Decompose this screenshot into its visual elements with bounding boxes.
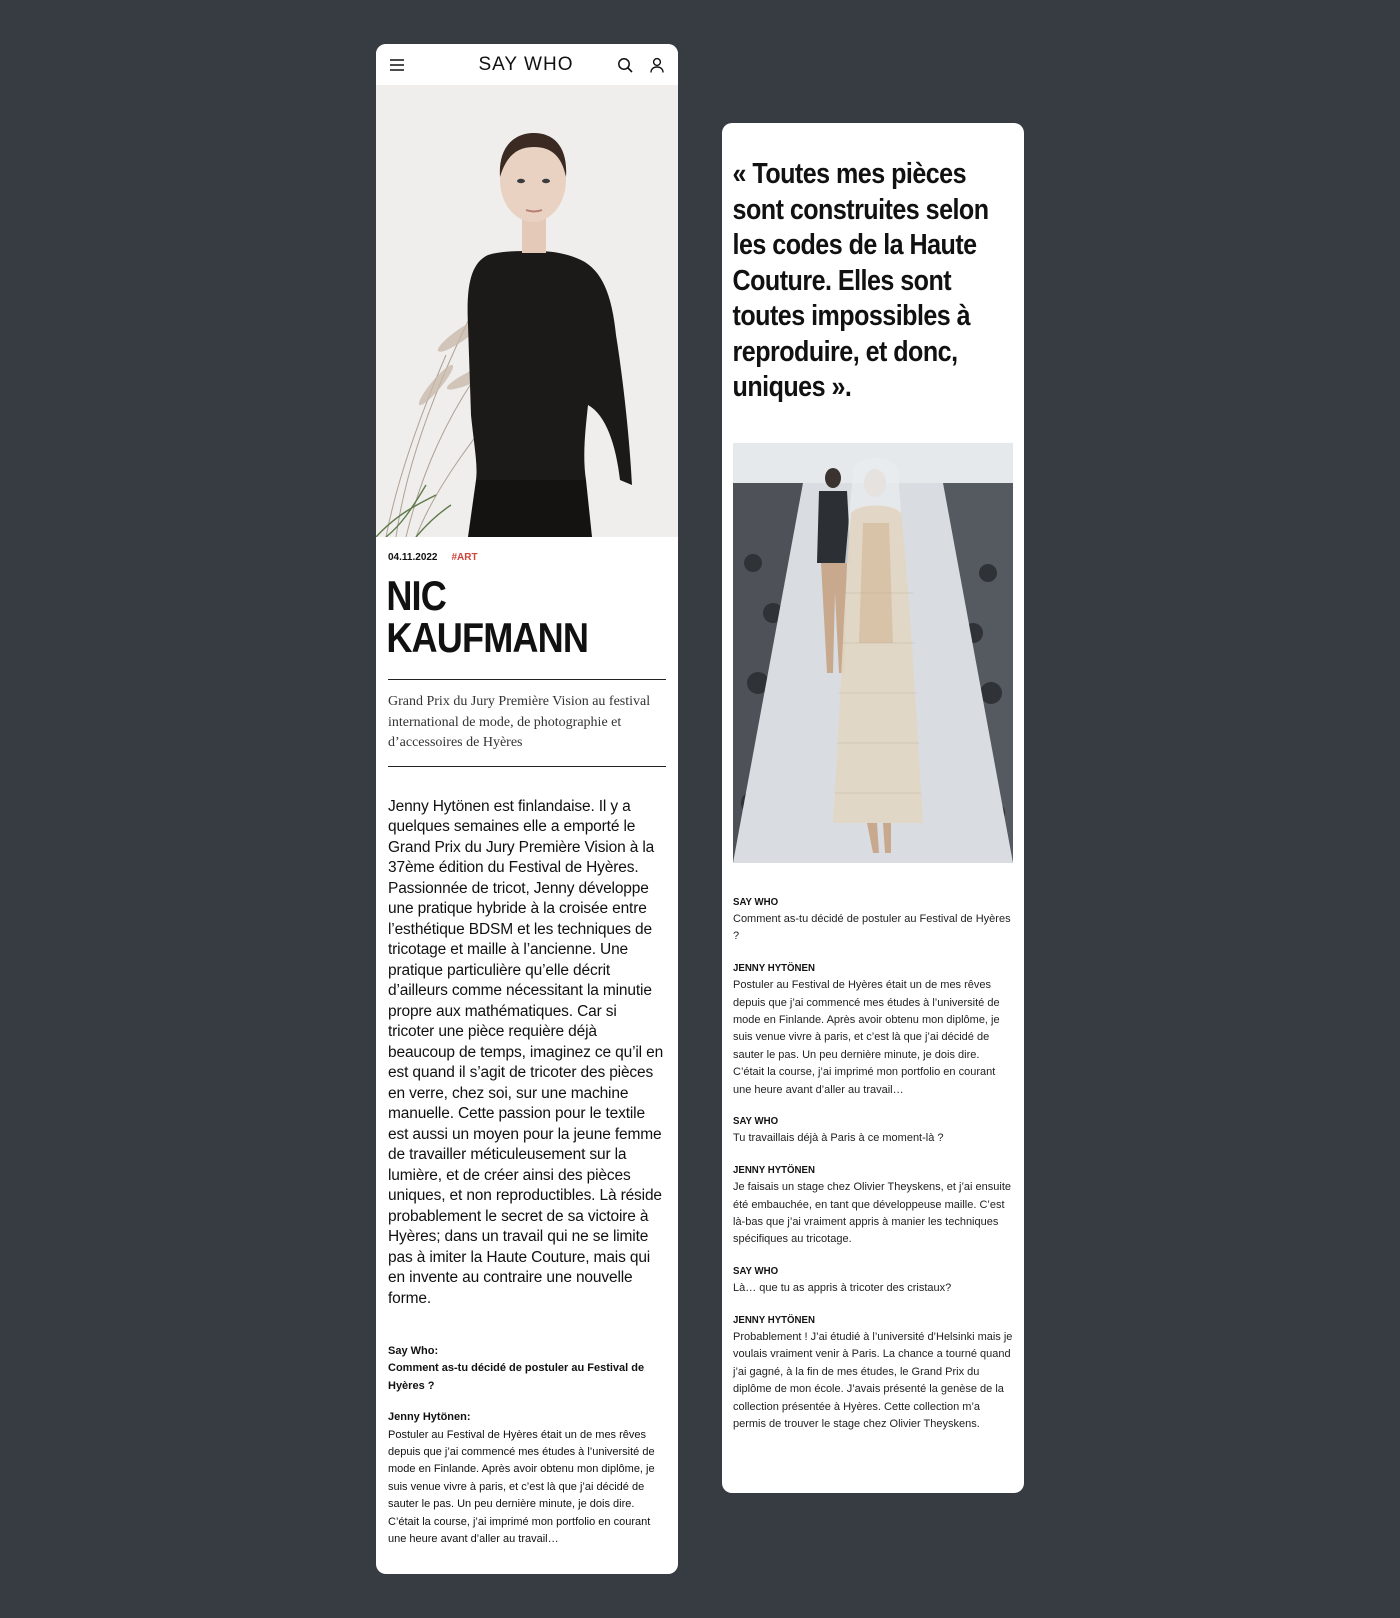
dialog-speaker: JENNY HYTÖNEN bbox=[733, 961, 815, 974]
interview-excerpt bbox=[376, 1309, 678, 1548]
article-title bbox=[376, 563, 668, 659]
article-subtitle: Grand Prix du Jury Première Vision au festival international de mode, de photographie et d’accessoires de Hyères bbox=[388, 694, 651, 750]
article-title-line-1: NIC bbox=[386, 572, 446, 619]
article-title-line-2: KAUFMANN bbox=[386, 614, 589, 661]
article-screen bbox=[376, 44, 678, 1574]
pull-quote: « Toutes mes pièces sont construites selon les codes de la Haute Couture. Elles sont toutes impossibles à reproduire, et donc, uniques ». bbox=[732, 158, 989, 403]
article-meta bbox=[376, 537, 678, 563]
dialog-speaker: SAY WHO bbox=[733, 1114, 779, 1127]
dialog-text: Je faisais un stage chez Olivier Theyskens, et j’ai ensuite été embauchée, en tant que développeuse maille. C’est là-bas que j’ai vraiment appris à manier les techniques spécifiques au tricotage. bbox=[733, 1181, 1011, 1246]
article-date: 04.11.2022 bbox=[388, 552, 438, 563]
dialog-entry bbox=[733, 894, 1013, 946]
question-text: Comment as-tu décidé de postuler au Festival de Hyères ? bbox=[388, 1362, 645, 1392]
portrait-photo bbox=[376, 85, 678, 537]
interview-dialog bbox=[722, 863, 1024, 1434]
article-tag[interactable]: #ART bbox=[451, 552, 478, 563]
interview-screen bbox=[722, 123, 1024, 1493]
header-actions bbox=[616, 56, 666, 74]
user-icon[interactable] bbox=[648, 56, 666, 74]
answer-speaker: Jenny Hytönen: bbox=[388, 1411, 471, 1424]
dialog-entry bbox=[733, 1162, 1013, 1249]
dialog-entry bbox=[733, 960, 1013, 1099]
dialog-speaker: JENNY HYTÖNEN bbox=[733, 1313, 815, 1326]
question-speaker: Say Who: bbox=[388, 1345, 439, 1357]
dialog-entry bbox=[733, 1263, 1013, 1298]
dialog-entry bbox=[733, 1113, 1013, 1148]
dialog-speaker: JENNY HYTÖNEN bbox=[733, 1163, 815, 1176]
dialog-text: Postuler au Festival de Hyères était un de mes rêves depuis que j’ai commencé mes études à l’université de mode en Finlande. Après avoir obtenu mon diplôme, je suis venue vivre à paris, et c’est là que j’ai décidé de sauter le pas. Un peu dernière minute, je dois dire. C’était la course, j’ai imprimé mon portfolio en courant une heure avant d’aller au travail… bbox=[733, 979, 1000, 1096]
dialog-text: Là… que tu as appris à tricoter des cristaux? bbox=[733, 1282, 952, 1295]
dialog-speaker: SAY WHO bbox=[733, 1264, 779, 1277]
article-lead: Jenny Hytönen est finlandaise. Il y a quelques semaines elle a emporté le Grand Prix du Jury Première Vision à la 37ème édition du Festival de Hyères. Passionnée de tricot, Jenny développe une pratique hybride à la croisée entre l’esthétique BDSM et les techniques de tricotage et maille à l’ancienne. Une pratique particulière qu’elle décrit d’ailleurs comme nécessitant la minutie propre aux mathématiques. Car si tricoter une pièce requière déjà beaucoup de temps, imaginez ce qu’il en est quand il s’agit de tricoter des pièces en verre, chez soi, sur une machine manuelle. Cette passion pour le textile est aussi un moyen pour la jeune femme de travailler méticuleusement sur la lumière, et de créer ainsi des pièces uniques, et non reproductibles. Là réside probablement le secret de sa victoire à Hyères; dans un travail qui ne se limite pas à imiter la Haute Couture, mais qui en invente au contraire une nouvelle forme. bbox=[388, 797, 664, 1307]
dialog-speaker: SAY WHO bbox=[733, 895, 779, 908]
search-icon[interactable] bbox=[616, 56, 634, 74]
menu-icon[interactable] bbox=[388, 56, 406, 74]
dialog-entry bbox=[733, 1312, 1013, 1434]
dialog-text: Tu travaillais déjà à Paris à ce moment-là ? bbox=[733, 1132, 944, 1145]
site-logo[interactable]: SAY WHO bbox=[478, 53, 574, 75]
answer-text: Postuler au Festival de Hyères était un de mes rêves depuis que j’ai commencé mes études à l’université de mode en Finlande. Après avoir obtenu mon diplôme, je suis venue vivre à paris, et c’est là que j’ai décidé de sauter le pas. Un peu dernière minute, je dois dire. C’était la course, j’ai imprimé mon portfolio en courant une heure avant d’aller au travail… bbox=[388, 1428, 655, 1546]
top-navigation-bar bbox=[376, 44, 678, 85]
dialog-text: Comment as-tu décidé de postuler au Festival de Hyères ? bbox=[733, 912, 1011, 943]
dialog-text: Probablement ! J’ai étudié à l’université d’Helsinki mais je voulais vraiment venir à Paris. La chance a tourné quand j’ai gagné, à la fin de mes études, le Grand Prix du diplôme de mon école. J’avais présenté la genèse de la collection présentée à Hyères. Cette collection m’a permis de trouver le stage chez Olivier Theyskens. bbox=[733, 1331, 1013, 1431]
runway-photo bbox=[733, 443, 1013, 863]
